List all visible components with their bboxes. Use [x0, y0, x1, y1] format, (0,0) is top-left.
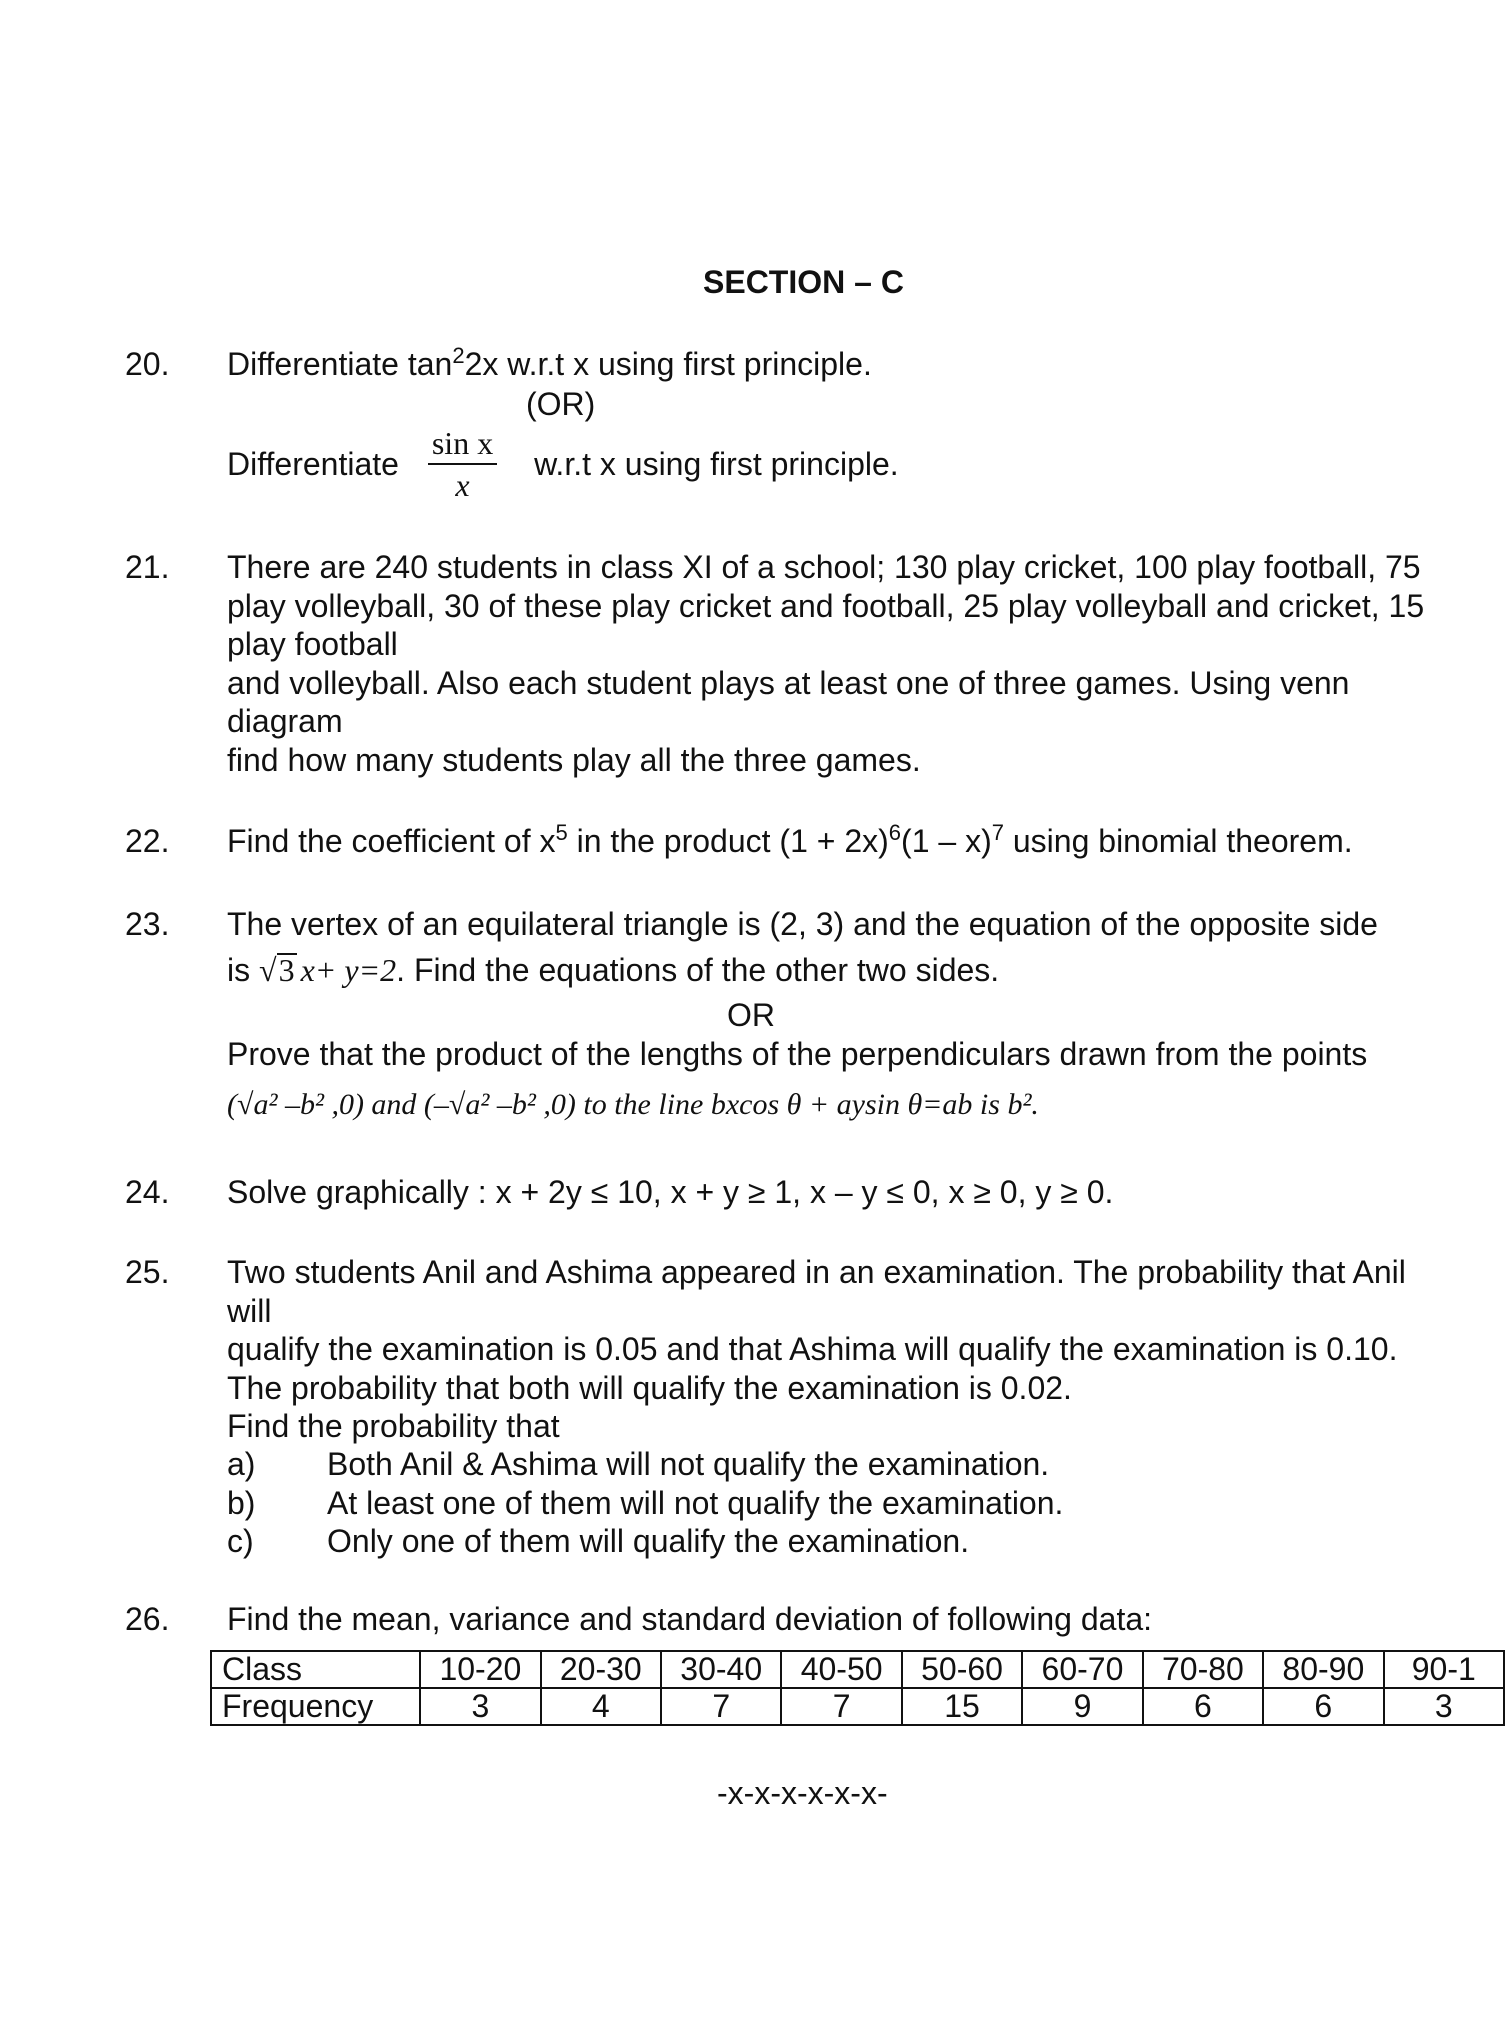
fraction-numerator: sin x: [428, 423, 497, 465]
q22-sup-2: 6: [888, 820, 902, 845]
list-item-text: Both Anil & Ashima will not qualify the examination.: [327, 1446, 1050, 1482]
q20-line-1: [227, 345, 872, 383]
table-cell: 30-40: [661, 1651, 781, 1688]
q22-sup-3: 7: [991, 820, 1004, 845]
q22-text-c: (1 – x): [901, 823, 992, 859]
table-cell: 4: [541, 1688, 661, 1725]
list-item-text: At least one of them will not qualify the examination.: [327, 1485, 1064, 1521]
table-row-header: Frequency: [211, 1688, 420, 1725]
table-cell: 7: [781, 1688, 901, 1725]
line-equation: x+ y=2: [300, 952, 397, 988]
q23-text-b: . Find the equations of the other two sides.: [396, 952, 1000, 988]
table-cell: 70-80: [1143, 1651, 1263, 1688]
q21-line: find how many students play all the three games.: [227, 742, 921, 778]
table-row-header: Class: [211, 1651, 420, 1688]
section-title: SECTION – C: [703, 264, 904, 300]
q25-line: Two students Anil and Ashima appeared in an examination. The probability that Anil: [227, 1254, 1406, 1290]
table-cell: 60-70: [1022, 1651, 1142, 1688]
q21-line: play volleyball, 30 of these play cricket and football, 25 play volleyball and cricket, 15: [227, 588, 1425, 624]
question-number: 21.: [125, 549, 170, 585]
table-cell: 6: [1263, 1688, 1383, 1725]
table-cell: 3: [420, 1688, 540, 1725]
question-number: 23.: [125, 906, 170, 942]
q23-is: is: [227, 952, 259, 988]
list-item-text: Only one of them will qualify the examination.: [327, 1523, 970, 1559]
table-cell: 3: [1384, 1688, 1504, 1725]
q22-text-a: Find the coefficient of x: [227, 823, 556, 859]
q20-text-a: Differentiate tan: [227, 346, 453, 382]
q23-or: OR: [727, 997, 775, 1033]
fraction-denominator: x: [455, 467, 470, 503]
q25-line: will: [227, 1293, 272, 1329]
list-item-label: b): [227, 1485, 256, 1521]
table-cell: 6: [1143, 1688, 1263, 1725]
table-cell: 50-60: [902, 1651, 1022, 1688]
q23-line-4: (√a² –b² ,0) and (–√a² –b² ,0) to the line bxcos θ + aysin θ=ab is b².: [227, 1088, 1039, 1121]
table-cell: 10-20: [420, 1651, 540, 1688]
q25-line: The probability that both will qualify the examination is 0.02.: [227, 1370, 1072, 1406]
q22-text: [227, 822, 1353, 860]
question-number: 25.: [125, 1254, 170, 1290]
q21-line: diagram: [227, 703, 343, 739]
q22-sup-1: 5: [555, 820, 568, 845]
q21-line: There are 240 students in class XI of a school; 130 play cricket, 100 play football, 75: [227, 549, 1421, 585]
frequency-table: [210, 1650, 1505, 1726]
q20-text-b: 2x w.r.t x using first principle.: [464, 346, 872, 382]
table-cell: 40-50: [781, 1651, 901, 1688]
q20-fraction: [428, 423, 497, 505]
table-cell: 20-30: [541, 1651, 661, 1688]
question-number: 26.: [125, 1601, 170, 1637]
question-number: 22.: [125, 823, 170, 859]
q20-text-c: Differentiate: [227, 446, 399, 482]
table-cell: 90-1: [1384, 1651, 1504, 1688]
list-item-label: a): [227, 1446, 256, 1482]
q22-text-d: using binomial theorem.: [1003, 823, 1353, 859]
q20-text-d: w.r.t x using first principle.: [534, 446, 899, 482]
table-cell: 9: [1022, 1688, 1142, 1725]
table-cell: 80-90: [1263, 1651, 1383, 1688]
q26-text: Find the mean, variance and standard deviation of following data:: [227, 1601, 1153, 1637]
q23-line-1: The vertex of an equilateral triangle is (2, 3) and the equation of the opposite side: [227, 906, 1378, 942]
q23-line-2: is √3 x+ y=2. Find the equations of the other two sides.: [227, 952, 1000, 988]
q20-line-2: [227, 423, 899, 505]
question-number: 24.: [125, 1174, 170, 1210]
q21-line: and volleyball. Also each student plays at least one of three games. Using venn: [227, 665, 1350, 701]
table-row: [211, 1651, 1504, 1688]
list-item-label: c): [227, 1523, 254, 1559]
q24-text: Solve graphically : x + 2y ≤ 10, x + y ≥ 1, x – y ≤ 0, x ≥ 0, y ≥ 0.: [227, 1174, 1114, 1210]
q20-superscript: 2: [452, 343, 465, 368]
table-cell: 7: [661, 1688, 781, 1725]
sqrt-radicand: 3: [278, 952, 295, 988]
page-footer: -x-x-x-x-x-x-: [717, 1775, 888, 1811]
q21-line: play football: [227, 626, 398, 662]
question-number: 20.: [125, 346, 170, 382]
q23-line-3: Prove that the product of the lengths of the perpendiculars drawn from the points: [227, 1036, 1368, 1072]
q25-line: Find the probability that: [227, 1408, 560, 1444]
q22-text-b: in the product (1 + 2x): [567, 823, 889, 859]
table-cell: 15: [902, 1688, 1022, 1725]
q20-or: (OR): [526, 386, 596, 422]
table-row: [211, 1688, 1504, 1725]
q25-line: qualify the examination is 0.05 and that Ashima will qualify the examination is 0.10.: [227, 1331, 1398, 1367]
